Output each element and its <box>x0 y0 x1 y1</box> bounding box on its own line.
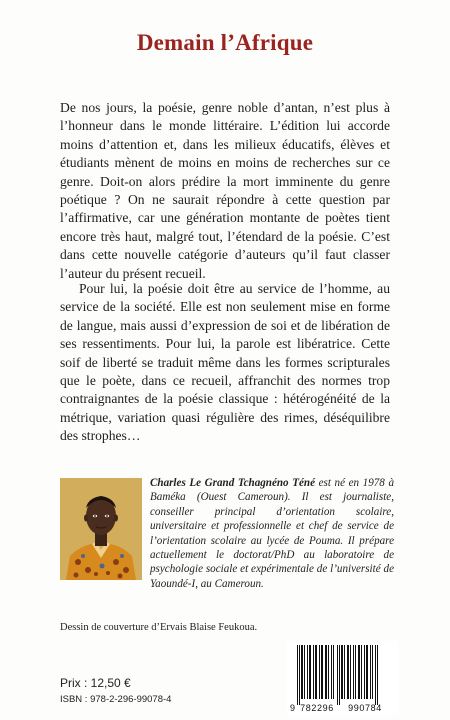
barcode-bars <box>297 645 378 705</box>
barcode-right-digits: 990784 <box>348 703 382 713</box>
barcode-first-digit: 9 <box>290 703 296 713</box>
book-title: Demain l’Afrique <box>136 30 314 55</box>
author-bio-text: est né en 1978 à Baméka (Ouest Cameroun). Il est journaliste, conseiller principal d’orientation scolaire, universitaire et professionnelle et chef de service de l’orientation scolaire au lycée de Pouma. Il prépare actuellement le doctorat/PhD au laboratoire de psychologie sociale et expérimentale de l’université de Yaoundé-I, au Cameroun. <box>150 477 394 590</box>
summary-paragraph-2: Pour lui, la poésie doit être au service de l’homme, au service de la société. Elle est non seulement mise en forme de langue, mais aussi d’expression de soi et de libération de ses ressentiments. Pour lui, la parole est libératrice. Cette soif de liberté se traduit même dans les formes scripturales que le poète, dans ce recueil, affranchit des normes trop contraignantes de la poésie classique : hétérogénéité de la métrique, variation quasi régulière des rimes, déséquilibre des strophes… <box>60 281 390 444</box>
author-name: Charles Le Grand Tchagnéno Téné <box>150 477 315 489</box>
price-label: Prix : 12,50 € <box>60 676 131 690</box>
cover-credit: Dessin de couverture d’Ervais Blaise Feukoua. <box>60 622 258 633</box>
author-biography <box>150 476 394 591</box>
summary-paragraph-1: De nos jours, la poésie, genre noble d’antan, n’est plus à l’honneur dans le monde littéraire. L’édition lui accorde moins d’attention et, dans les milieux éducatifs, élèves et étudiants mènent de moins en moins de recherches sur ce genre. Doit-on alors prédire la mort imminente du genre poétique ? On ne saurait répondre à cette question par l’affirmative, car une génération montante de poètes tient encore très haut, malgré tout, l’étendard de la poésie. C’est dans cette nouvelle catégorie d’auteurs qu’il faut classer l’auteur du présent recueil. <box>60 100 390 281</box>
isbn-label: ISBN : 978-2-296-99078-4 <box>60 694 172 705</box>
barcode <box>286 641 398 715</box>
author-photo <box>60 478 142 580</box>
barcode-left-digits: 782296 <box>300 703 334 713</box>
